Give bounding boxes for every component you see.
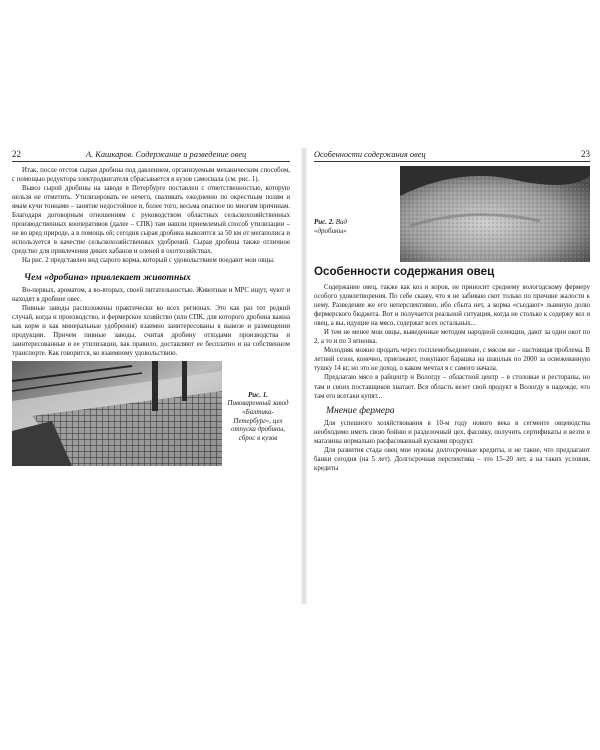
- right-page-header: [314, 148, 590, 162]
- paragraph: Предлагаю мясо в райцентр и Вологду – областной центр – в столовые и рестораны, но там и своих поставщиков хватает. Вся область везет свой продукт в Вологду в надежде, что там его всетаки купят...: [314, 374, 590, 400]
- figure-caption-text: Пивоваренный завод «Балтика-Петербург», цех отпуска дробины, сброс в кузов: [227, 399, 289, 442]
- figure-1: [12, 361, 290, 466]
- right-page-body: [314, 166, 590, 473]
- paragraph: На рис. 2 представлен вид сырого корма, который с удовольствием поедают мои овцы.: [22, 257, 275, 265]
- grain-pile-photo: [400, 166, 590, 262]
- paragraph: Итак, после отстоя сырая дробина под давлением, организуемым механическим способом, с помощью редуктора электродвигателя сбрасывается в кузов самосвала (см. рис. 1).: [12, 167, 290, 184]
- right-page: [314, 148, 590, 604]
- figure-label: Рис. 1.: [247, 390, 269, 399]
- grain-pile-image: [400, 166, 590, 262]
- left-page: [12, 148, 290, 604]
- running-head: Особенности содержания овец: [314, 150, 426, 159]
- figure-caption: [226, 361, 290, 466]
- figure-caption: [314, 166, 374, 262]
- running-head: А. Кашкаров. Содержание и разведение овец: [86, 150, 247, 159]
- subheading: Мнение фермера: [326, 404, 395, 416]
- book-gutter: [301, 148, 307, 604]
- paragraph: Молодняк можно продать через госплемобъединение, с мясом же – настоящая проблема. В летний сезон, конечно, приезжают, покупают барашка на шашлык по 2000 за освежеванную тушку 14 кг, но это не доход, о каком мечтал я с самого начала.: [314, 347, 590, 373]
- left-page-body: [12, 166, 290, 466]
- figure-label: Рис. 2.: [314, 218, 335, 226]
- page-number: 22: [12, 149, 21, 159]
- figure-caption-text: Вид «дробины»: [314, 218, 348, 235]
- paragraph: Для успешного хозяйствования в 10-м году нового века в сегменте овцеводства необходимо иметь свою бойню и разделочный цех, фасовку, получить сертификаты и везти в магазины нормально расфасованный кусками продукт.: [314, 419, 590, 445]
- figure-2: [314, 166, 590, 262]
- paragraph: Содержание овец, также как коз и коров, не приносит среднему вологодскому фермеру особого удовлетворения. По себе скажу, что я не забиваю скот только по причине жалости к нему. Разведение же его неперспективно, ибо сбыта нет, а корма «съедают» львиную долю фермерского бюджета. Вот и получается реальной ситуация, когда не столько к содержу коз и овец, а вы, идущие на мясо, содержат всех остальных...: [314, 284, 590, 328]
- left-page-header: [12, 148, 290, 162]
- book-spread: [12, 148, 590, 604]
- page-number: 23: [581, 149, 590, 159]
- subheading: Чем «дробина» привлекает животных: [24, 271, 191, 283]
- paragraph: И тем не менее мои овцы, выведенные методом народной селекции, дают за один окот по 2, а то и по 3 ягненка.: [314, 329, 590, 346]
- brewery-photo: [12, 361, 222, 466]
- paragraph: Во-первых, ароматом, а во-вторых, своей питательностью. Животные и МРС ищут, чуют и находят в дробине овес.: [12, 286, 290, 303]
- paragraph: Для развития стада овец мне нужны долгосрочные кредиты, и не такие, что предлагают банки сегодня (на 5 лет). Долгосрочная перспектива – это 15–20 лет, а на таких условия, кредиты: [314, 446, 590, 472]
- paragraph: Пивные заводы расположены практически во всех регионах. Это как раз тот редкий случай, когда и производство, и фермерское хозяйство (или СПК, для которого дробина важна как корм и как минеральные удобрения) взаимно заинтересованы в вывозе и размещении продукции. Причем пивные заводы, считая дробину отходами производства и заинтересованные в ее утилизации, как правило, доставляют ее бесплатно и на собственном транспорте. Как говорится, ко взаимному удовольствию.: [12, 304, 290, 357]
- paragraph: Вывоз сырой дробины на заводе в Петербурге поставлен с ответственностью, которую нельзя не отметить. Утилизировать ее нечего, сваливать ежедневно по окрестным полям и ямам кучи тоннами – занятие недостойное и, более того, весьма опасное по многим причинам. Благодаря договорным отношениям с руководством областных сельскохозяйственных производственных кооперативов (далее – СПК) там нашли приемлемый способ утилизации – не во вред природе, а в помощь ей; сегодня сырая дробина вывозится за 50 км от мегаполиса и используется в качестве сельскохозяйственных удобрений. Сырая дробина также отличное средство для привлечения диких кабанов и оленей в охотхозяйствах.: [12, 185, 290, 256]
- brewery-photo-image: [12, 361, 222, 466]
- section-title: Особенности содержания овец: [314, 265, 495, 278]
